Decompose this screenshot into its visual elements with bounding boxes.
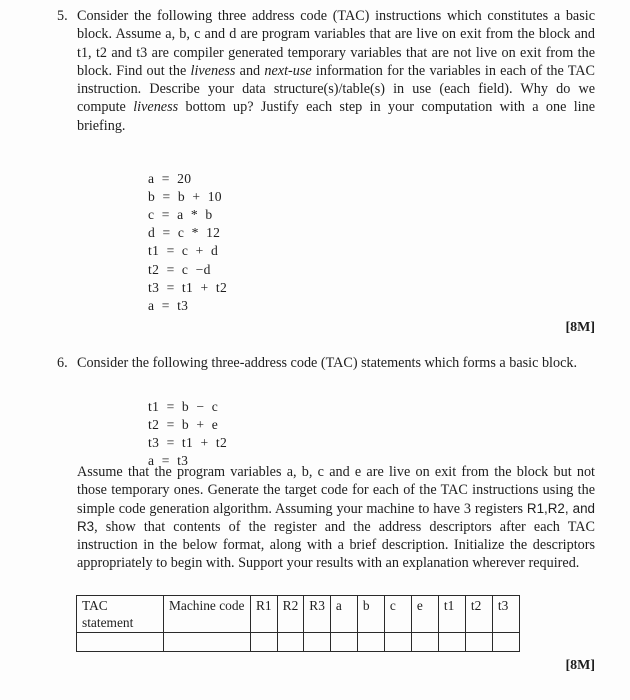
- question-5-marks: [8M]: [565, 320, 595, 335]
- question-6-number: 6.: [57, 355, 68, 371]
- code-line: t1 = c + d: [148, 243, 219, 259]
- question-6-intro: Consider the following three-address code (TAC) statements which forms a basic block.: [77, 355, 578, 371]
- code-line: d = c * 12: [148, 225, 221, 241]
- code-line: t3 = t1 + t2: [148, 435, 228, 451]
- header-t3: t3: [492, 596, 519, 633]
- question-5-text: Consider the following three address code (TAC) instructions which constitutes a basic block. Assume a, b, c and d are program variables that are live on exit from the block and t1, t2 and t3 are compiler generated temporary variables that are not live on exit from the block. Find out the liveness and next-use information for the variables in each of the TAC instruction. Describe your data structure(s)/table(s) in use (each field). Why do we compute liveness bottom up? Justify each step in your computation with a one line briefing.: [77, 8, 596, 134]
- table-cell: [384, 633, 411, 652]
- table-cell: [411, 633, 438, 652]
- header-r2: R2: [277, 596, 304, 633]
- code-line: t2 = c −d: [148, 261, 211, 277]
- question-5-code-block: [148, 152, 227, 333]
- code-line: a = t3: [148, 453, 189, 469]
- code-line: t3 = t1 + t2: [148, 279, 228, 295]
- header-r1: R1: [251, 596, 278, 633]
- header-c: c: [384, 596, 411, 633]
- table-cell: [465, 633, 492, 652]
- code-line: t2 = b + e: [148, 417, 219, 433]
- code-line: c = a * b: [148, 207, 213, 223]
- code-line: b = b + 10: [148, 189, 222, 205]
- question-6-marks: [8M]: [565, 658, 595, 673]
- table-cell: [438, 633, 465, 652]
- table-cell: [277, 633, 304, 652]
- table-cell: [330, 633, 357, 652]
- tac-format-table: [76, 595, 520, 652]
- header-e: e: [411, 596, 438, 633]
- header-tac-statement: TAC statement: [77, 596, 164, 633]
- code-line: a = 20: [148, 171, 192, 187]
- question-6-instructions: Assume that the program variables a, b, c and e are live on exit from the block but not those temporary ones. Generate the target code for each of the TAC instructions using the simple code generation algorithm. Assuming your machine to have 3 registers R1,R2, and R3, show that contents of the register and the address descriptors after each TAC instruction in the below format, along with a brief description. Initialize the descriptors appropriately to begin with. Support your results with an explanation wherever required.: [77, 464, 595, 572]
- header-t1: t1: [438, 596, 465, 633]
- code-line: a = t3: [148, 297, 189, 313]
- header-machine-code: Machine code: [164, 596, 251, 633]
- header-t2: t2: [465, 596, 492, 633]
- table-cell: [164, 633, 251, 652]
- question-5-number: 5.: [57, 8, 68, 24]
- table-row: [77, 633, 520, 652]
- table-cell: [251, 633, 278, 652]
- header-a: a: [330, 596, 357, 633]
- table-cell: [304, 633, 331, 652]
- table-cell: [357, 633, 384, 652]
- code-line: t1 = b − c: [148, 399, 219, 415]
- table-cell: [492, 633, 519, 652]
- table-cell: [77, 633, 164, 652]
- header-b: b: [357, 596, 384, 633]
- table-header-row: [77, 596, 520, 633]
- header-r3: R3: [304, 596, 331, 633]
